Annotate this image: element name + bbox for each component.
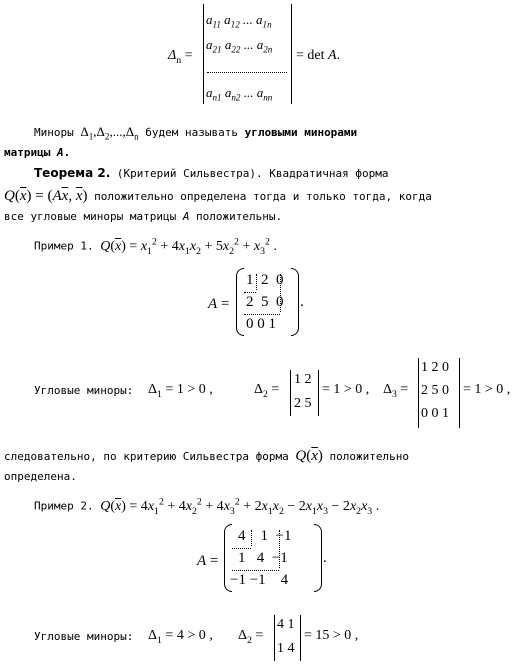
theorem-line-1: Теорема 2. (Критерий Сильвестра). Квадратичная форма [34, 166, 389, 180]
m2-divider-2 [279, 530, 280, 568]
example-2-d2-rhs: = 15 > 0 , [304, 628, 359, 643]
det-row-3: $a_{n1}$ $a_{n2}$ ... $a_{nn}$ [206, 85, 273, 103]
m1-r2: 2 5 0 [246, 294, 284, 310]
det-bar-left [203, 4, 204, 104]
matrix-a-label-1: A = [208, 296, 230, 312]
matrix-a-rparen-2 [314, 524, 322, 592]
example-2-d1: $\Delta_1 = 4 > 0$ , [148, 628, 213, 646]
det-dotted-row [207, 72, 287, 73]
e2-d2-r1: 4 1 [277, 617, 295, 632]
theorem-line-3: все угловые миноры матрицы A положительны. [4, 210, 283, 223]
m2-r1: 4 1 −1 [238, 528, 292, 544]
example-2-line: Пример 2. $Q(\overline{x}) = 4x_1^2 + 4x_2^2 + 4x_3^2 + 2x_1x_2 - 2x_1x_3 - 2x_2x_3$ . [34, 496, 380, 517]
det-row-1: $a_{11}$ $a_{12}$ ... $a_{1n}$ [206, 12, 272, 30]
m1-divider-2 [280, 274, 281, 312]
conclusion-line-1: следовательно, по критерию Сильвестра форма $Q(\overline{x})$ положительно [4, 448, 410, 464]
delta-n-label: $\Delta_n$ = [168, 48, 193, 66]
m2-period: . [323, 550, 327, 566]
m2-r2: 1 4 −1 [238, 550, 288, 566]
m2-divider-4 [232, 570, 279, 571]
example-1-minors-label: Угловые миноры: [34, 384, 134, 397]
m1-r1: 1 2 0 [246, 272, 284, 288]
m1-divider-3 [244, 292, 256, 293]
det-row-2: $a_{21}$ $a_{22}$ ... $a_{2n}$ [206, 37, 273, 55]
example-1-d2-rhs: = 1 > 0 , [322, 382, 370, 397]
d2-bar-left [290, 370, 291, 416]
d3-r2: 2 5 0 [421, 383, 449, 398]
det-bar-right [291, 4, 292, 104]
example-2-d2-lhs: $\Delta_2$ = [238, 628, 264, 646]
e2-d2-bar-left [274, 615, 275, 661]
m1-divider-1 [256, 274, 257, 290]
minors-line-2: матрицы A. [4, 146, 71, 159]
example-1-d2-lhs: $\Delta_2$ = [254, 382, 280, 400]
det-a-rhs: = det A. [296, 48, 341, 63]
matrix-a-lparen-1 [236, 268, 244, 336]
e2-d2-r2: 1 4 [277, 641, 295, 656]
m1-divider-4 [244, 314, 280, 315]
e2-d2-bar-right [300, 615, 301, 661]
matrix-a-rparen-1 [291, 268, 299, 336]
m2-r3: −1 −1 4 [230, 572, 289, 588]
minors-line-1: Миноры $\Delta_1,\Delta_2,...,\Delta_n$ будем называть угловыми минорами [34, 124, 358, 142]
d3-bar-right [459, 358, 460, 428]
d2-r1: 1 2 [294, 372, 312, 387]
d3-bar-left [418, 358, 419, 428]
d2-bar-right [318, 370, 319, 416]
m2-divider-1 [251, 530, 252, 546]
d3-r1: 1 2 0 [421, 360, 449, 375]
m1-r3: 0 0 1 [246, 316, 276, 332]
example-1-line: Пример 1. $Q(\overline{x}) = x_1^2 + 4x_1x_2 + 5x_2^2 + x_3^2$ . [34, 236, 277, 257]
example-1-d3-rhs: = 1 > 0 , [463, 382, 511, 397]
theorem-line-2: $Q(\overline{x}) = (A\overline{x}$, $\overline{x}$) положительно определена тогда и только тогда, когда [4, 188, 432, 204]
example-1-d1: $\Delta_1 = 1 > 0$ , [148, 382, 213, 400]
matrix-a-label-2: A = [197, 553, 219, 569]
example-2-minors-label: Угловые миноры: [34, 630, 134, 643]
example-1-d3-lhs: $\Delta_3$ = [383, 382, 409, 400]
d3-r3: 0 0 1 [421, 406, 449, 421]
d2-r2: 2 5 [294, 396, 312, 411]
m1-period: . [300, 294, 304, 310]
conclusion-line-2: определена. [4, 470, 77, 483]
m2-divider-3 [232, 548, 251, 549]
